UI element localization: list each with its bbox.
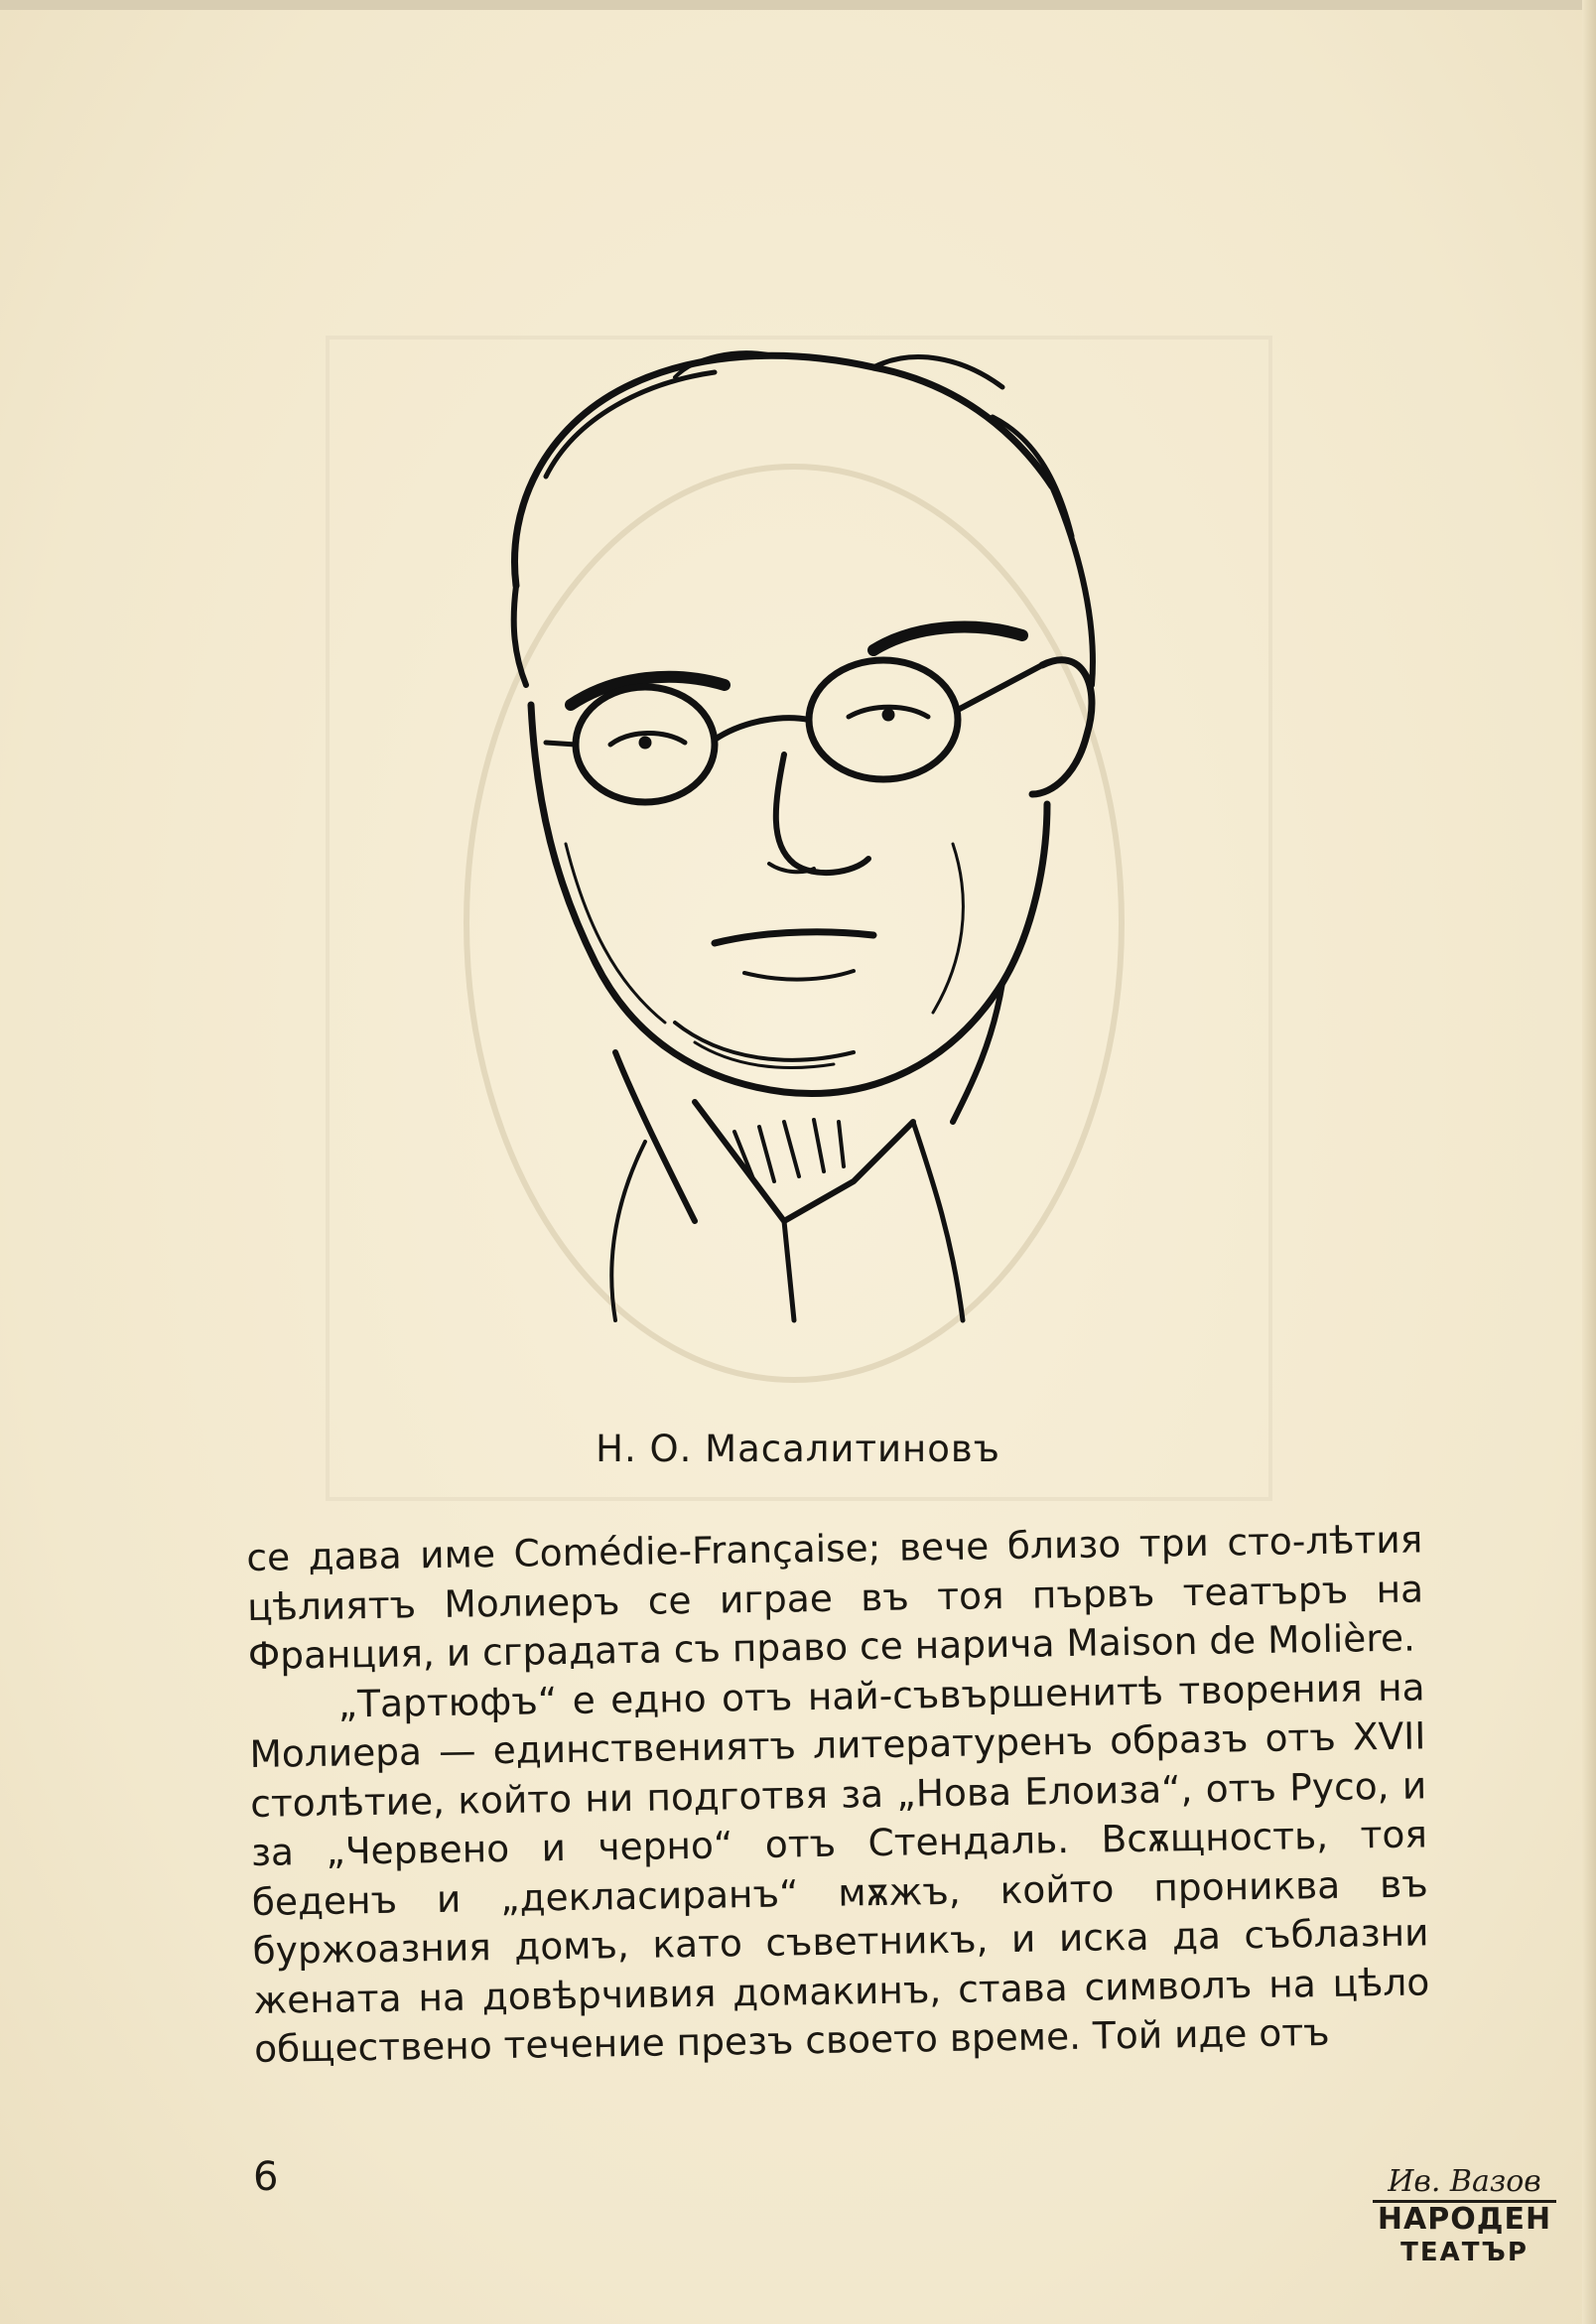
stamp-line-2: ТЕАТЪР — [1400, 2238, 1529, 2267]
stamp-line-1: НАРОДЕН — [1373, 2200, 1556, 2237]
page-right-edge — [1582, 0, 1596, 2324]
stamp-signature: Ив. Вазов — [1388, 2164, 1541, 2199]
page-top-edge — [0, 0, 1596, 10]
body-text — [246, 1515, 1430, 2074]
portrait-caption: Н. О. Масалитиновъ — [596, 1428, 1000, 1470]
portrait-illustration — [318, 328, 1280, 1509]
page-number: 6 — [253, 2154, 279, 2200]
paragraph-1: се дава име Comédie-Française; вече близо три сто-лѣтия цѣлиятъ Молиеръ се играе въ тоя първъ театъръ на Франция, и сградата съ право се нарича Maison de Molière. — [246, 1517, 1424, 1678]
paragraph-2: „Тартюфъ“ е едно отъ най-съвършенитѣ творения на Молиера — единствениятъ литературенъ образъ отъ XVII столѣтие, който ни подготвя за „Нова Елоиза“, отъ Русо, и за „Червено и черно“ отъ Стендаль. Всѫщность, тоя беденъ и „декласиранъ“ мѫжъ, който прониква въ буржоазния домъ, като съветникъ, и иска да съблазни жената на довѣрчивия домакинъ, става символъ на цѣло обществено течение презъ своето време. Той иде отъ — [249, 1664, 1430, 2071]
national-theatre-stamp — [1373, 2164, 1556, 2283]
